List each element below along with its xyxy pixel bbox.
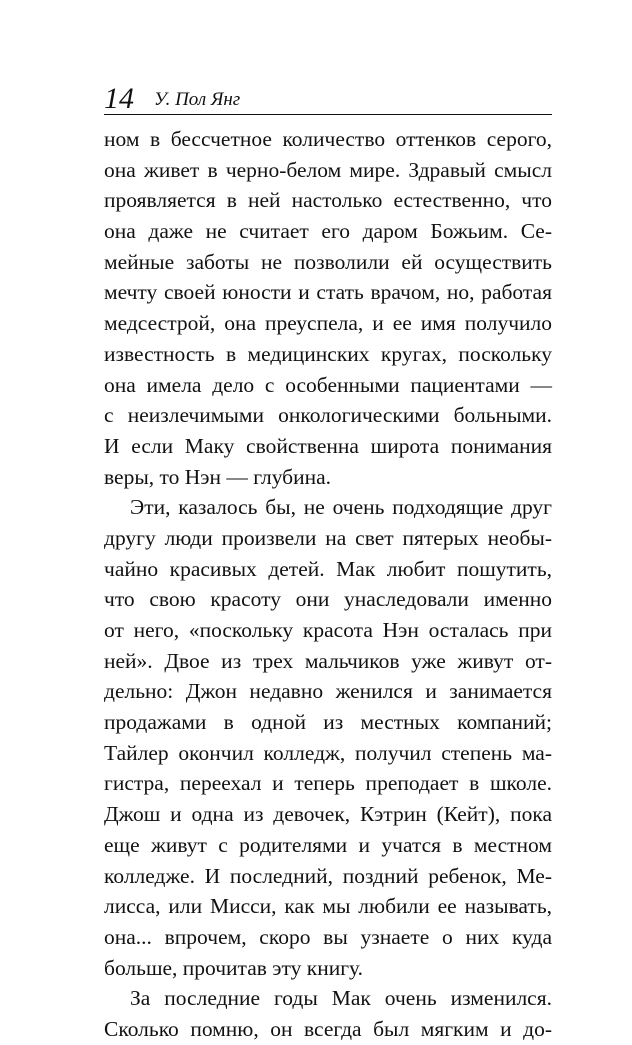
text-line: чайно красивых детей. Мак любит пошутить, xyxy=(104,556,552,581)
paragraph xyxy=(104,983,552,1044)
text-line: продажами в одной из местных компаний; xyxy=(104,710,552,735)
text-line: дельно: Джон недавно женился и занимается xyxy=(104,679,552,704)
body-text xyxy=(104,124,552,1045)
running-head xyxy=(104,74,552,114)
page-number: 14 xyxy=(104,82,134,115)
text-line: мейные заботы не позволили ей осуществить xyxy=(104,249,552,274)
text-line: И если Маку свойственна широта понимания xyxy=(104,433,552,458)
text-line: известность в медицинских кругах, поскольку xyxy=(104,341,552,366)
text-line: она имела дело с особенными пациентами — xyxy=(104,372,552,397)
text-line: лисса, или Мисси, как мы любили ее называть, xyxy=(104,894,552,919)
text-line: что свою красоту они унаследовали именно xyxy=(104,587,552,612)
text-line: Эти, казалось бы, не очень подходящие друг xyxy=(130,495,552,520)
text-line: колледже. И последний, поздний ребенок, Ме- xyxy=(104,863,552,888)
text-line: она... впрочем, скоро вы узнаете о них куда xyxy=(104,924,552,949)
text-line: еще живут с родителями и учатся в местном xyxy=(104,832,552,857)
header-rule xyxy=(104,114,552,115)
paragraph xyxy=(104,492,552,983)
text-line: медсестрой, она преуспела, и ее имя получило xyxy=(104,311,552,336)
text-line: больше, прочитав эту книгу. xyxy=(104,955,363,980)
text-line: проявляется в ней настолько естественно, что xyxy=(104,188,552,213)
text-line: она живет в черно-белом мире. Здравый смысл xyxy=(104,157,552,182)
text-line: с неизлечимыми онкологическими больными. xyxy=(104,403,552,428)
text-line: ней». Двое из трех мальчиков уже живут от- xyxy=(104,648,552,673)
text-line: мечту своей юности и стать врачом, но, работая xyxy=(104,280,552,305)
text-line: Тайлер окончил колледж, получил степень ма- xyxy=(104,740,552,765)
text-line: Джош и одна из девочек, Кэтрин (Кейт), пока xyxy=(104,802,552,827)
running-head-author: У. Пол Янг xyxy=(154,89,241,110)
text-line: она даже не считает его даром Божьим. Се- xyxy=(104,219,552,244)
text-line: от него, «поскольку красота Нэн осталась при xyxy=(104,618,552,642)
text-line: гистра, переехал и теперь преподает в школе. xyxy=(104,771,552,796)
text-line: За последние годы Мак очень изменился. xyxy=(130,986,552,1011)
paragraph xyxy=(104,124,552,492)
text-line: другу люди произвели на свет пятерых необы- xyxy=(104,525,552,550)
text-line: веры, то Нэн — глубина. xyxy=(104,464,332,489)
text-line: Сколько помню, он всегда был мягким и до- xyxy=(104,1016,552,1041)
text-line: ном в бессчетное количество оттенков серого, xyxy=(104,127,552,151)
